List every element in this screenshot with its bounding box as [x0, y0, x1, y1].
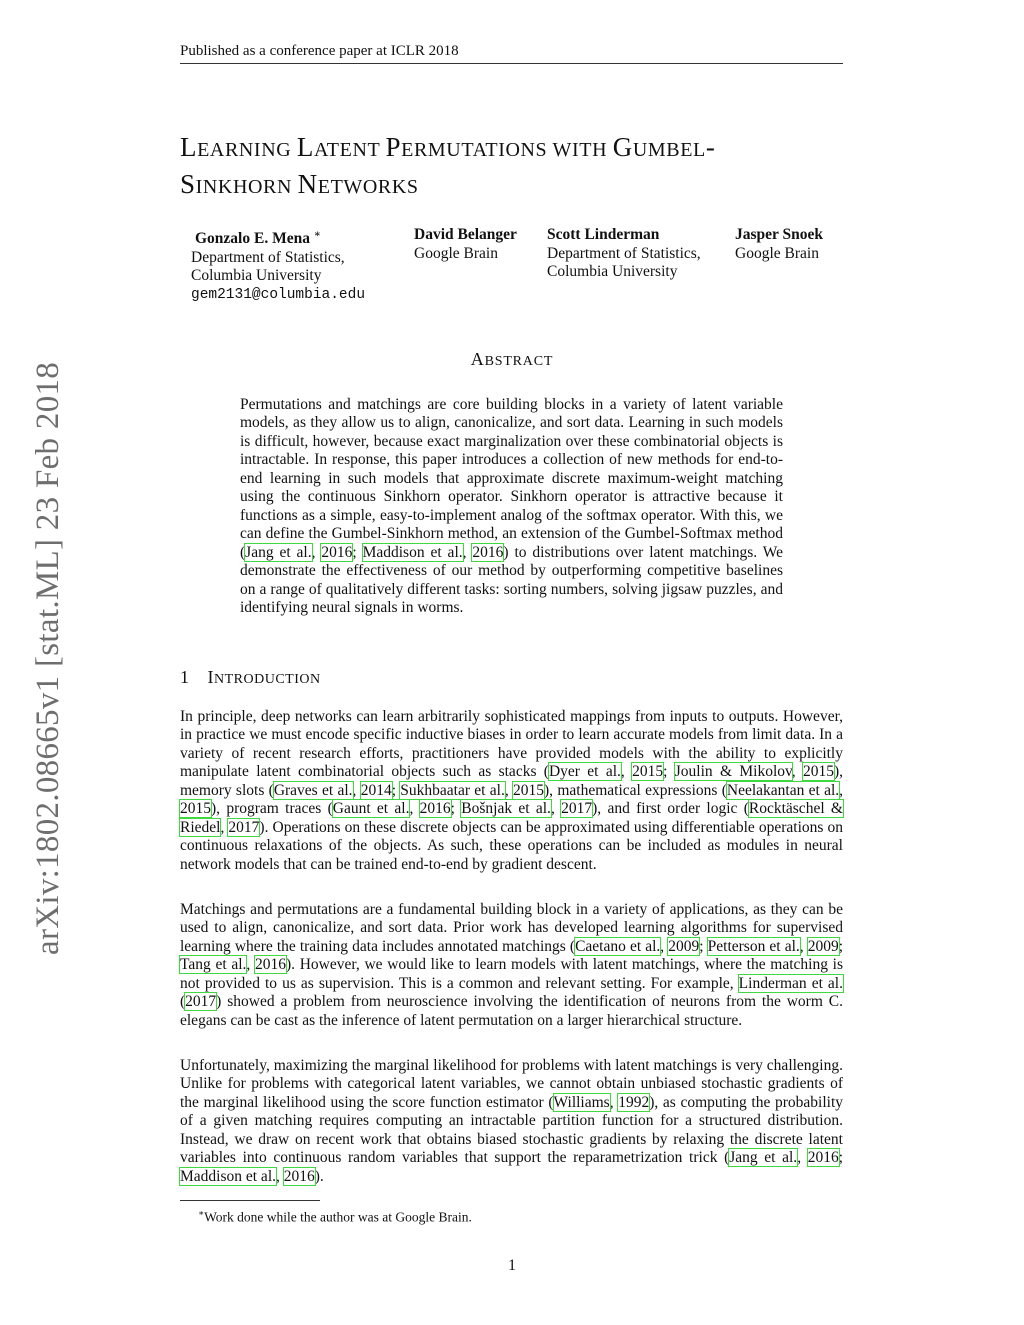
- citation-link[interactable]: Bošnjak et al.: [461, 800, 551, 818]
- citation-link[interactable]: 2016: [419, 800, 451, 818]
- citation-link[interactable]: 2015: [632, 763, 664, 781]
- arxiv-stamp: arXiv:1802.08665v1 [stat.ML] 23 Feb 2018: [30, 361, 66, 955]
- author-affiliation: Department of Statistics,: [191, 248, 345, 266]
- author-block-mena: [191, 226, 365, 304]
- author-name: Gonzalo E. Mena: [195, 230, 310, 248]
- footnote-divider: [180, 1200, 320, 1201]
- citation-link[interactable]: Gaunt et al.: [332, 800, 410, 818]
- citation-link[interactable]: Joulin & Mikolov: [674, 763, 792, 781]
- author-affiliation: Google Brain: [735, 244, 819, 262]
- author-name: Scott Linderman: [547, 226, 660, 243]
- abstract-text: Permutations and matchings are core building blocks in a variety of latent variable models, as they allow us to align, canonicalize, and sort data. Learning in such models is difficult, however, because exact marginalization over these combinatorial objects is intractable. In response, this paper introduces a collection of new methods for end-to-end learning in such models that approximate discrete maximum-weight matching using the continuous Sinkhorn operator. Sinkhorn operator is attractive because it functions as a simple, easy-to-implement analog of the softmax operator. With this, we can define the Gumbel-Sinkhorn method, an extension of the Gumbel-Softmax method (Jang et al., 2016; Maddison et al., 2016) to distributions over latent matchings. We demonstrate the effectiveness of our method by outperforming competitive baselines on a range of qualitatively different tasks: sorting numbers, solving jigsaw puzzles, and identifying neural signals in worms.: [240, 396, 783, 616]
- citation-link[interactable]: 2009: [668, 937, 700, 955]
- citation-link[interactable]: Graves et al.: [273, 781, 353, 799]
- footnote-mark: ∗: [198, 1208, 205, 1218]
- citation-link[interactable]: 2015: [513, 781, 545, 799]
- author-block-snoek: [735, 226, 823, 263]
- footnote: [198, 1208, 472, 1226]
- citation-link[interactable]: 2016: [283, 1167, 315, 1185]
- citation-link[interactable]: 2016: [807, 1149, 839, 1167]
- author-footnote-mark[interactable]: ∗: [313, 229, 321, 240]
- author-name: David Belanger: [414, 226, 517, 243]
- author-institution: Columbia University: [547, 263, 678, 280]
- citation-link[interactable]: Linderman et al.: [738, 974, 843, 992]
- citation-link[interactable]: Sukhbaatar et al.: [400, 781, 505, 799]
- citation-link[interactable]: Tang et al.: [180, 956, 247, 974]
- section-heading-introduction: 1 INTRODUCTION: [180, 667, 321, 687]
- citation-link[interactable]: Neelakantan et al.: [726, 781, 840, 799]
- abstract-heading: ABSTRACT: [470, 349, 554, 369]
- citation-link[interactable]: 2016: [254, 956, 286, 974]
- citation-link[interactable]: 2015: [180, 800, 211, 818]
- running-header: Published as a conference paper at ICLR 2018: [180, 43, 843, 64]
- title-line-1: LEARNING LATENT PERMUTATIONS WITH GUMBEL-: [180, 132, 716, 162]
- citation-link[interactable]: 2016: [472, 543, 504, 561]
- citation-link[interactable]: 2017: [228, 818, 260, 836]
- page-number: 1: [508, 1257, 516, 1274]
- citation-link[interactable]: Dyer et al.: [548, 763, 621, 781]
- author-block-belanger: [414, 226, 517, 263]
- citation-link[interactable]: 2009: [807, 937, 839, 955]
- author-email-link[interactable]: gem2131@columbia.edu: [191, 286, 366, 303]
- citation-link[interactable]: Jang et al.: [729, 1149, 798, 1167]
- intro-paragraph-2: Matchings and permutations are a fundamental building block in a variety of applications, as they can be used to align, canonicalize, and sort data. Prior work has developed learning algorithms for supervised learning where the training data includes annotated matchings (Caetano et al., 2009; Petterson et al., 2009; Tang et al., 2016). However, we would like to learn models with latent matchings, where the matching is not provided to us as supervision. This is a common and relevant setting. For example, Linderman et al. (2017) showed a problem from neuroscience involving the identification of neurons from the worm C. elegans can be cast as the inference of latent permutation on a larger hierarchical structure.: [180, 901, 844, 1029]
- footnote-text: Work done while the author was at Google Brain.: [204, 1209, 472, 1225]
- paper-title: [180, 130, 850, 204]
- citation-link[interactable]: Jang et al.: [245, 543, 312, 561]
- citation-link[interactable]: 1992: [618, 1093, 650, 1111]
- citation-link[interactable]: Williams: [553, 1093, 610, 1111]
- intro-paragraph-1: In principle, deep networks can learn arbitrarily sophisticated mappings from inputs to outputs. However, in practice we must encode specific inductive biases in order to learn accurate models from limit data. In a variety of recent research efforts, practitioners have provided models with the ability to explicitly manipulate latent combinatorial objects such as stacks (Dyer et al., 2015; Joulin & Mikolov, 2015), memory slots (Graves et al., 2014; Sukhbaatar et al., 2015), mathematical expressions (Neelakantan et al., 2015), program traces (Gaunt et al., 2016; Bošnjak et al., 2017), and first order logic (Rocktäschel & Riedel, 2017). Operations on these discrete objects can be approximated using differentiable operations on continuous relaxations of the objects. As such, these operations can be included as modules in neural network models that can be trained end-to-end by gradient descent.: [180, 708, 844, 873]
- intro-paragraph-3: Unfortunately, maximizing the marginal likelihood for problems with latent matchings is very challenging. Unlike for problems with categorical latent variables, we cannot obtain unbiased stochastic gradients of the marginal likelihood using the score function estimator (Williams, 1992), as computing the probability of a given matching requires computing an intractable partition function for a structured distribution. Instead, we draw on recent work that obtains biased stochastic gradients by relaxing the discrete latent variables into continuous random variables that support the reparametrization trick (Jang et al., 2016; Maddison et al., 2016).: [180, 1057, 844, 1185]
- citation-link[interactable]: Petterson et al.: [707, 937, 800, 955]
- citation-link[interactable]: Rocktäschel & Riedel: [180, 800, 843, 836]
- citation-link[interactable]: Maddison et al.: [180, 1167, 276, 1185]
- citation-link[interactable]: Maddison et al.: [362, 543, 463, 561]
- author-block-linderman: [547, 226, 701, 282]
- citation-link[interactable]: Caetano et al.: [575, 937, 661, 955]
- author-affiliation: Department of Statistics,: [547, 244, 701, 262]
- citation-link[interactable]: 2016: [321, 543, 353, 561]
- citation-link[interactable]: 2015: [802, 763, 834, 781]
- title-line-2: SINKHORN NETWORKS: [180, 169, 419, 199]
- author-affiliation: Google Brain: [414, 244, 498, 262]
- author-institution: Columbia University: [191, 267, 322, 285]
- author-name: Jasper Snoek: [735, 226, 823, 243]
- citation-link[interactable]: 2017: [185, 993, 217, 1011]
- citation-link[interactable]: 2014: [360, 781, 392, 799]
- citation-link[interactable]: 2017: [561, 800, 593, 818]
